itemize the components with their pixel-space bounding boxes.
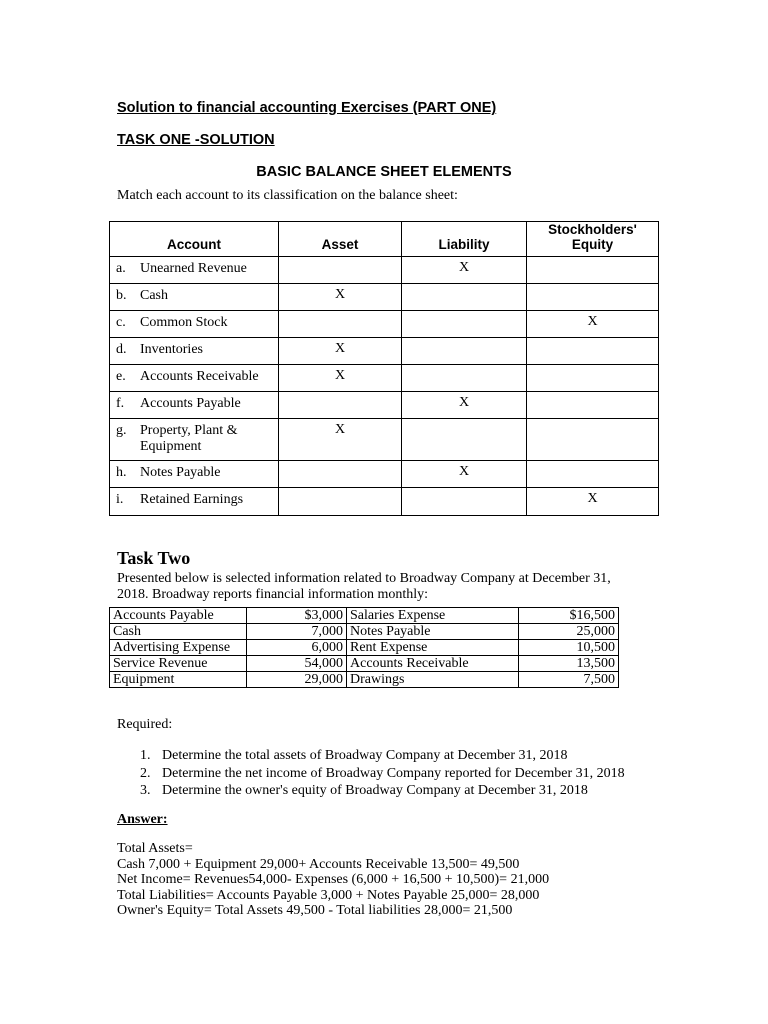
equity-mark [527, 257, 659, 284]
asset-mark [279, 311, 402, 338]
liability-mark: X [402, 461, 527, 488]
table-row [110, 392, 659, 419]
left-account-value: 54,000 [247, 656, 347, 672]
account-letter: a. [116, 261, 126, 276]
account-letter: f. [116, 396, 125, 411]
table-row [110, 672, 619, 688]
right-account-name: Rent Expense [347, 640, 519, 656]
task-two-description: Presented below is selected information related to Broadway Company at December 31, 2018. Broadway reports financial information monthly: [117, 571, 611, 602]
table-row [110, 311, 659, 338]
balance-sheet-table [109, 221, 659, 516]
liability-mark [402, 284, 527, 311]
right-account-value: 25,000 [519, 624, 619, 640]
table-row [110, 338, 659, 365]
account-cell [110, 257, 279, 284]
answer-label: Answer: [117, 812, 168, 827]
table-row [110, 640, 619, 656]
table-row [110, 257, 659, 284]
asset-mark: X [279, 419, 402, 461]
answer-line: Net Income= Revenues54,000- Expenses (6,000 + 16,500 + 10,500)= 21,000 [117, 872, 550, 887]
equity-header-line1: Stockholders' [548, 222, 637, 237]
account-cell [110, 419, 279, 461]
list-item [117, 747, 625, 765]
column-header-liability: Liability [402, 222, 527, 257]
asset-mark: X [279, 338, 402, 365]
equity-mark: X [527, 311, 659, 338]
answer-block [117, 841, 549, 919]
broadway-data-table [109, 607, 619, 688]
asset-mark: X [279, 365, 402, 392]
account-letter: h. [116, 465, 127, 480]
table-row [110, 608, 619, 624]
equity-mark [527, 392, 659, 419]
list-item-text: Determine the owner's equity of Broadway Company at December 31, 2018 [162, 783, 588, 798]
account-name: Notes Payable [140, 465, 221, 480]
account-name: Property, Plant & Equipment [140, 423, 238, 454]
document-title: Solution to financial accounting Exercises (PART ONE) [117, 100, 497, 116]
left-account-value: $3,000 [247, 608, 347, 624]
account-letter: d. [116, 342, 127, 357]
right-account-value: 10,500 [519, 640, 619, 656]
table-row [110, 656, 619, 672]
left-account-value: 7,000 [247, 624, 347, 640]
equity-mark: X [527, 488, 659, 516]
account-letter: b. [116, 288, 127, 303]
account-name: Common Stock [140, 315, 228, 330]
list-item-number: 1. [140, 748, 151, 763]
asset-mark [279, 461, 402, 488]
equity-header-line2: Equity [571, 237, 614, 252]
account-name: Accounts Receivable [140, 369, 259, 384]
right-account-value: 13,500 [519, 656, 619, 672]
list-item [117, 765, 625, 783]
section-subheading: BASIC BALANCE SHEET ELEMENTS [256, 164, 512, 180]
asset-mark [279, 392, 402, 419]
account-cell [110, 461, 279, 488]
liability-mark [402, 338, 527, 365]
column-header-account: Account [110, 222, 279, 257]
account-cell [110, 284, 279, 311]
equity-mark [527, 284, 659, 311]
task-two-title: Task Two [117, 548, 191, 568]
list-item-number: 2. [140, 765, 151, 781]
left-account-name: Advertising Expense [110, 640, 247, 656]
liability-mark [402, 488, 527, 516]
asset-mark [279, 257, 402, 284]
answer-line: Owner's Equity= Total Assets 49,500 - Total liabilities 28,000= 21,500 [117, 903, 513, 918]
left-account-value: 6,000 [247, 640, 347, 656]
list-item-text: Determine the total assets of Broadway Company at December 31, 2018 [162, 748, 568, 763]
account-name: Retained Earnings [140, 492, 244, 507]
table-row [110, 461, 659, 488]
left-account-value: 29,000 [247, 672, 347, 688]
right-account-name: Drawings [347, 672, 519, 688]
answer-line: Total Assets= [117, 841, 193, 856]
right-account-name: Accounts Receivable [347, 656, 519, 672]
answer-line: Cash 7,000 + Equipment 29,000+ Accounts Receivable 13,500= 49,500 [117, 856, 520, 872]
list-item [117, 782, 625, 800]
table-row [110, 284, 659, 311]
liability-mark [402, 311, 527, 338]
answer-line: Total Liabilities= Accounts Payable 3,000 + Notes Payable 25,000= 28,000 [117, 887, 540, 903]
table-header-row [110, 222, 659, 257]
liability-mark: X [402, 392, 527, 419]
required-list [117, 747, 625, 800]
account-cell [110, 338, 279, 365]
liability-mark [402, 419, 527, 461]
column-header-equity [527, 222, 659, 257]
list-item-number: 3. [140, 783, 151, 798]
task-one-heading: TASK ONE -SOLUTION [117, 132, 275, 148]
account-cell [110, 311, 279, 338]
liability-mark: X [402, 257, 527, 284]
column-header-asset: Asset [279, 222, 402, 257]
table-row [110, 488, 659, 516]
account-name: Accounts Payable [140, 396, 241, 411]
right-account-value: 7,500 [519, 672, 619, 688]
account-cell [110, 392, 279, 419]
liability-mark [402, 365, 527, 392]
account-name: Inventories [140, 342, 203, 357]
equity-mark [527, 365, 659, 392]
table-row [110, 624, 619, 640]
instruction-text: Match each account to its classification on the balance sheet: [117, 188, 458, 203]
equity-mark [527, 461, 659, 488]
account-name: Unearned Revenue [140, 261, 247, 276]
account-letter: e. [116, 369, 126, 384]
table-row [110, 419, 659, 461]
account-cell [110, 488, 279, 516]
list-item-text: Determine the net income of Broadway Company reported for December 31, 2018 [162, 765, 625, 781]
required-label: Required: [117, 717, 173, 732]
equity-mark [527, 338, 659, 365]
left-account-name: Service Revenue [110, 656, 247, 672]
right-account-name: Notes Payable [347, 624, 519, 640]
account-letter: c. [116, 315, 126, 330]
right-account-name: Salaries Expense [347, 608, 519, 624]
account-cell [110, 365, 279, 392]
right-account-value: $16,500 [519, 608, 619, 624]
account-letter: g. [116, 423, 127, 438]
account-letter: i. [116, 492, 124, 507]
asset-mark: X [279, 284, 402, 311]
left-account-name: Cash [110, 624, 247, 640]
table-row [110, 365, 659, 392]
left-account-name: Equipment [110, 672, 247, 688]
equity-mark [527, 419, 659, 461]
account-name: Cash [140, 288, 168, 303]
left-account-name: Accounts Payable [110, 608, 247, 624]
asset-mark [279, 488, 402, 516]
